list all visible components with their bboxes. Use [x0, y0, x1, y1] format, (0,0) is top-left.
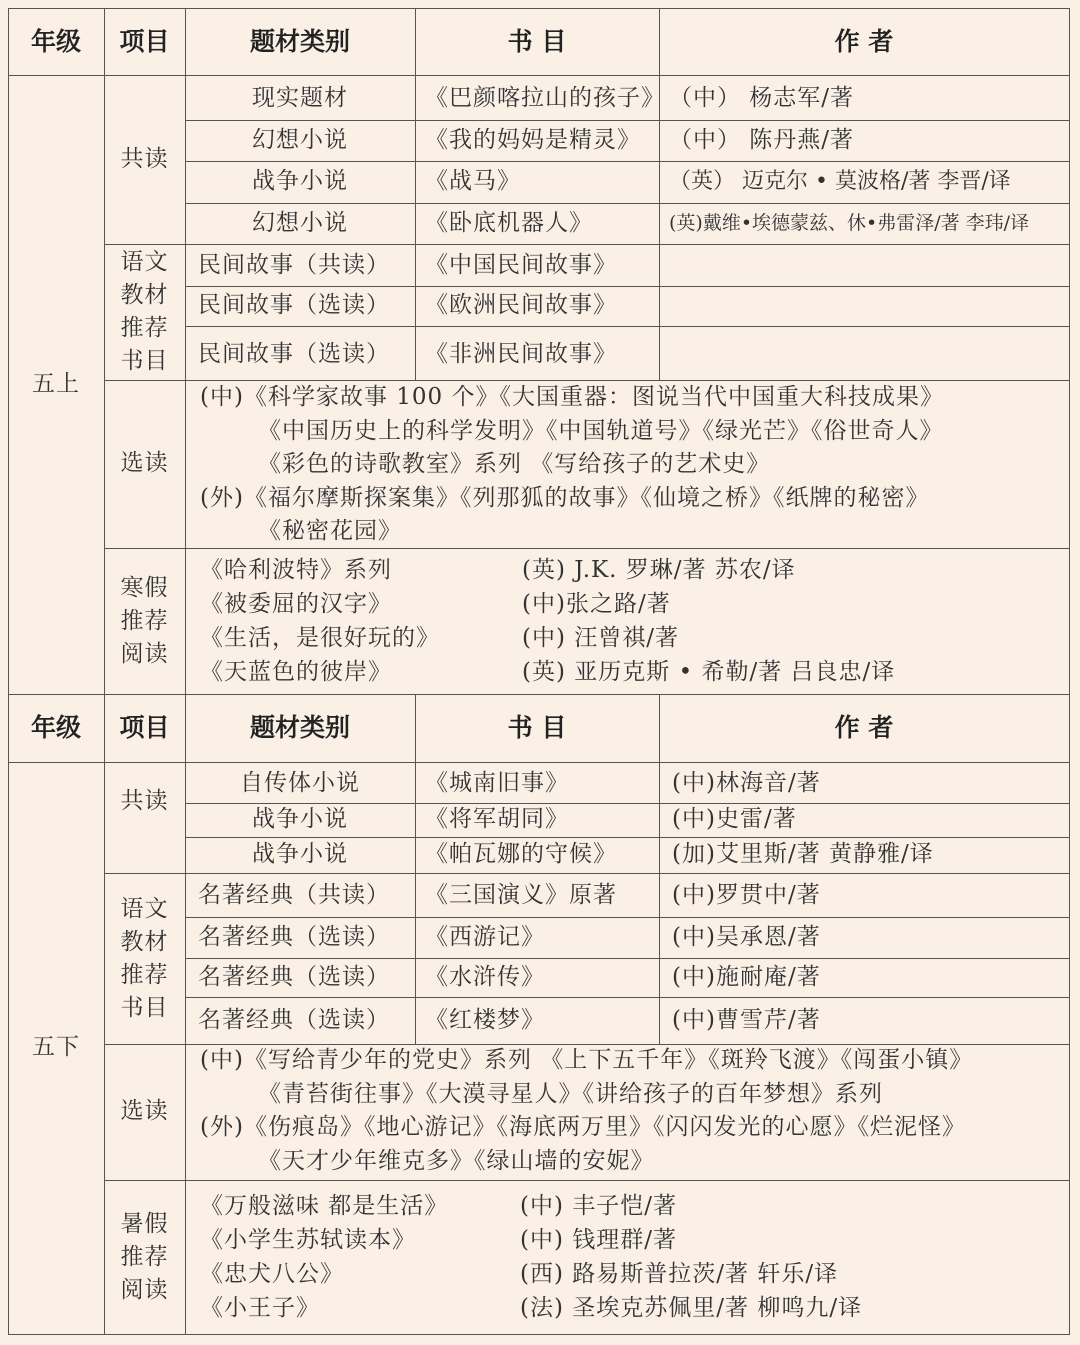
section-label-textbook: [104, 244, 185, 380]
label-char: 暑假: [120, 1210, 169, 1237]
elective-line: (中)《科学家故事 100 个》《大国重器：图说当代中国重大科技成果》: [200, 384, 944, 410]
elective-list: [200, 1044, 1066, 1178]
genre-cell: 名著经典（选读）: [198, 1006, 390, 1033]
author-cell: （英） 迈克尔 • 莫波格/著 李晋/译: [669, 168, 1011, 194]
header-genre: 题材类别: [249, 26, 350, 56]
label-char: 语文: [120, 249, 169, 275]
author-cell: (中)吴承恩/著: [672, 923, 821, 950]
book-cell: 《中国民间故事》: [425, 252, 617, 279]
elective-line: (外)《伤痕岛》《地心游记》《海底两万里》《闪闪发光的心愿》《烂泥怪》: [200, 1114, 966, 1140]
book-cell: 《红楼梦》: [425, 1006, 545, 1033]
author-cell: (中)史雷/著: [672, 806, 797, 833]
genre-cell: 幻想小说: [252, 209, 348, 236]
label-char: 教材: [120, 282, 169, 308]
header-genre: 题材类别: [249, 713, 350, 742]
rule: [104, 244, 1070, 245]
header-book: 书 目: [507, 26, 567, 56]
book-cell: 《西游记》: [425, 923, 545, 950]
elective-line: (中)《写给青少年的党史》系列 《上下五千年》《斑羚飞渡》《闯蛋小镇》: [200, 1047, 974, 1073]
book-cell: 《欧洲民间故事》: [425, 292, 617, 319]
holiday-book: 《小学生苏轼读本》: [200, 1227, 416, 1254]
holiday-author: (中)张之路/著: [522, 591, 671, 618]
header-grade: 年级: [30, 26, 81, 56]
author-cell: (中)曹雪芹/著: [672, 1006, 821, 1033]
genre-cell: 战争小说: [252, 806, 348, 833]
book-cell: 《将军胡同》: [425, 806, 569, 833]
header-grade: 年级: [30, 713, 81, 742]
rule: [1069, 8, 1070, 1335]
elective-line: 《中国历史上的科学发明》《中国轨道号》《绿光芒》《俗世奇人》: [258, 417, 944, 444]
genre-cell: 名著经典（共读）: [198, 881, 390, 908]
book-cell: 《三国演义》原著: [425, 881, 617, 908]
label-char: 书目: [120, 348, 169, 374]
rule: [8, 1334, 1070, 1335]
genre-cell: 民间故事（共读）: [198, 252, 390, 279]
section-label-textbook: [104, 873, 185, 1044]
section-label-shared: 共读: [120, 788, 169, 815]
grade-label: 五上: [32, 370, 80, 397]
header-item: 项目: [119, 26, 170, 56]
book-cell: 《战马》: [425, 168, 521, 195]
genre-cell: 名著经典（选读）: [198, 923, 390, 950]
section-label-holiday: [104, 548, 185, 694]
header-author: 作 者: [834, 713, 894, 742]
label-char: 推荐: [120, 1243, 169, 1270]
holiday-author: (西) 路易斯普拉茨/著 轩乐/译: [520, 1261, 839, 1288]
holiday-author: (英) 亚历克斯 • 希勒/著 吕良忠/译: [522, 659, 896, 686]
holiday-book: 《万般滋味 都是生活》: [200, 1193, 449, 1220]
label-char: 阅读: [120, 640, 169, 667]
book-cell: 《帕瓦娜的守候》: [425, 841, 617, 868]
section-label-shared: 共读: [120, 145, 169, 172]
genre-cell: 幻想小说: [252, 126, 348, 153]
genre-cell: 名著经典（选读）: [198, 963, 390, 990]
label-char: 教材: [120, 928, 169, 955]
genre-cell: 自传体小说: [240, 769, 360, 796]
holiday-book: 《哈利波特》系列: [200, 557, 392, 584]
grade-label: 五下: [32, 1034, 80, 1061]
label-char: 语文: [120, 895, 169, 922]
genre-cell: 民间故事（选读）: [198, 292, 390, 319]
holiday-book: 《忠犬八公》: [200, 1261, 344, 1288]
genre-cell: 战争小说: [252, 841, 348, 868]
book-cell: 《我的妈妈是精灵》: [425, 126, 641, 153]
book-cell: 《水浒传》: [425, 963, 545, 990]
header-item: 项目: [119, 713, 170, 742]
rule: [104, 1180, 1070, 1181]
holiday-author: (英) J.K. 罗琳/著 苏农/译: [522, 557, 796, 584]
author-cell: (加)艾里斯/著 黄静雅/译: [672, 841, 934, 868]
book-cell: 《非洲民间故事》: [425, 341, 617, 368]
genre-cell: 民间故事（选读）: [198, 341, 390, 368]
book-cell: 《城南旧事》: [425, 769, 569, 796]
header-book: 书 目: [507, 713, 567, 742]
section-label-elective: 选读: [120, 450, 169, 477]
holiday-author: (中) 钱理群/著: [520, 1227, 678, 1254]
book-cell: 《卧底机器人》: [425, 209, 593, 236]
author-cell: （中） 陈丹燕/著: [669, 126, 855, 153]
label-char: 书目: [120, 994, 169, 1021]
label-char: 推荐: [120, 961, 169, 988]
author-cell: (中)林海音/著: [672, 769, 821, 796]
label-char: 推荐: [120, 315, 169, 341]
label-char: 阅读: [120, 1276, 169, 1303]
section-label-holiday: [104, 1180, 185, 1334]
elective-list: [200, 381, 1066, 549]
holiday-book: 《生活，是很好玩的》: [200, 625, 440, 652]
rule: [185, 326, 1070, 327]
elective-line: 《天才少年维克多》《绿山墙的安妮》: [258, 1147, 655, 1174]
author-cell: (中)罗贯中/著: [672, 881, 821, 908]
holiday-author: (中) 汪曾祺/著: [522, 625, 680, 652]
elective-line: 《秘密花园》: [258, 518, 402, 544]
holiday-book: 《小王子》: [200, 1295, 320, 1322]
elective-line: 《彩色的诗歌教室》系列 《写给孩子的艺术史》: [258, 451, 771, 477]
holiday-book: 《天蓝色的彼岸》: [200, 659, 392, 686]
elective-line: 《青苔街往事》《大漠寻星人》《讲给孩子的百年梦想》系列: [258, 1080, 883, 1107]
holiday-book: 《被委屈的汉字》: [200, 591, 392, 618]
label-char: 推荐: [120, 607, 169, 634]
header-author: 作 者: [834, 26, 894, 56]
book-cell: 《巴颜喀拉山的孩子》: [425, 85, 665, 112]
section-label-elective: 选读: [120, 1098, 169, 1125]
holiday-author: (法) 圣埃克苏佩里/著 柳鸣九/译: [520, 1295, 863, 1322]
author-cell: (英)戴维•埃德蒙兹、休•弗雷泽/著 李玮/译: [669, 212, 1030, 235]
genre-cell: 现实题材: [252, 85, 348, 112]
author-cell: （中） 杨志军/著: [669, 85, 855, 112]
genre-cell: 战争小说: [252, 168, 348, 195]
label-char: 寒假: [120, 574, 169, 601]
holiday-author: (中) 丰子恺/著: [520, 1193, 678, 1220]
author-cell: (中)施耐庵/著: [672, 963, 821, 990]
elective-line: (外)《福尔摩斯探案集》《列那狐的故事》《仙境之桥》《纸牌的秘密》: [200, 484, 930, 511]
